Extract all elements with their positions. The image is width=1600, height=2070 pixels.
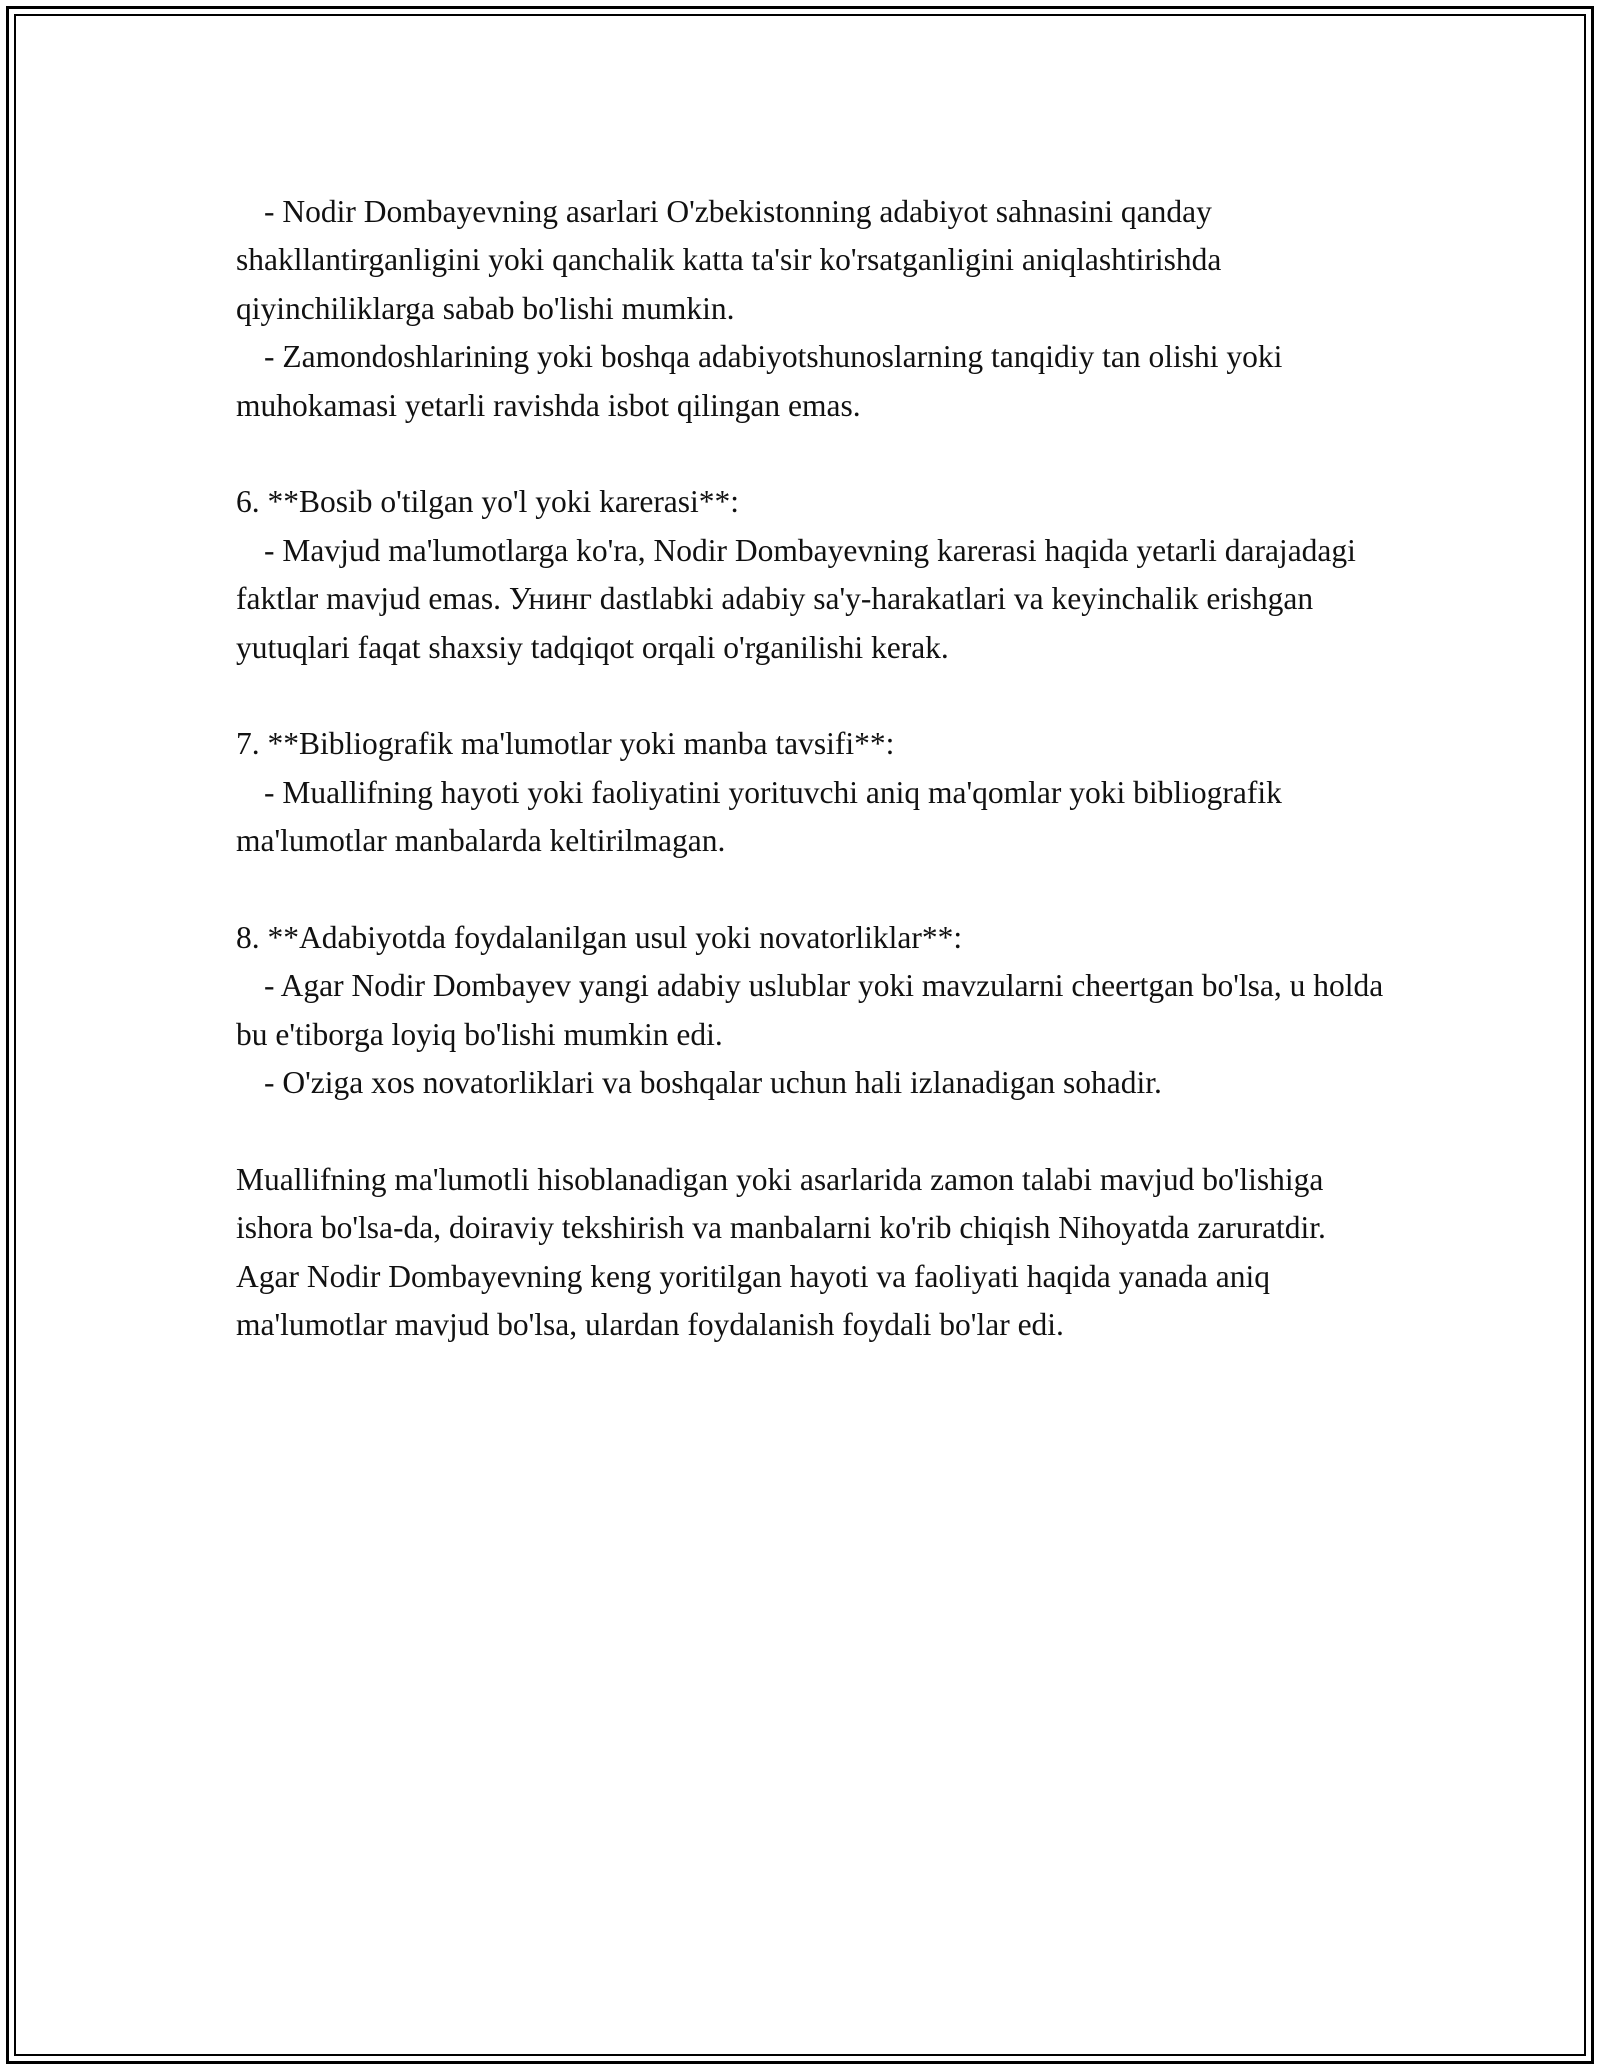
paragraph-spacer (236, 866, 1386, 914)
section-heading-7: 7. **Bibliografik ma'lumotlar yoki manba tavsifi**: (236, 726, 895, 762)
paragraph-spacer (236, 430, 1386, 478)
bullet-innovations: - O'ziga xos novatorliklari va boshqalar uchun hali izlanadigan sohadir. (264, 1065, 1162, 1101)
bullet-bibliography: - Muallifning hayoti yoki faoliyatini yorituvchi aniq ma'qomlar yoki bibliografik ma'lumotlar manbalarda keltirilmagan. (236, 774, 1282, 859)
bullet-literary-influence: - Nodir Dombayevning asarlari O'zbekistonning adabiyot sahnasini qanday shakllantirganligini yoki qanchalik katta ta'sir ko'rsatganligini aniqlashtirishda qiyinchiliklarga sabab bo'lishi mumkin. (236, 194, 1222, 326)
document-body (236, 188, 1386, 1350)
section-heading-6: 6. **Bosib o'tilgan yo'l yoki karerasi**: (236, 484, 740, 520)
conclusion-paragraph: Muallifning ma'lumotli hisoblanadigan yoki asarlarida zamon talabi mavjud bo'lishiga ishora bo'lsa-da, doiraviy tekshirish va manbalarni ko'rib chiqish Nihoyatda zaruratdir. Agar Nodir Dombayevning keng yoritilgan hayoti va faoliyati haqida yanada aniq ma'lumotlar mavjud bo'lsa, ulardan foydalanish foydali bo'lar edi. (236, 1162, 1326, 1343)
paragraph-spacer (236, 1108, 1386, 1156)
bullet-new-styles: - Agar Nodir Dombayev yangi adabiy uslublar yoki mavzularni cheertgan bo'lsa, u holda bu e'tiborga loyiq bo'lishi mumkin edi. (236, 968, 1384, 1052)
section-heading-8: 8. **Adabiyotda foydalanilgan usul yoki novatorliklar**: (236, 920, 963, 956)
paragraph-spacer (236, 672, 1386, 720)
bullet-career: - Mavjud ma'lumotlarga ko'ra, Nodir Dombayevning karerasi haqida yetarli darajadagi faktlar mavjud emas. Унинг dastlabki adabiy sa'y-harakatlari va keyinchalik erishgan yutuqlari faqat shaxsiy tadqiqot orqali o'rganilishi kerak. (236, 532, 1356, 665)
bullet-critical-recognition: - Zamondoshlarining yoki boshqa adabiyotshunoslarning tanqidiy tan olishi yoki muhokamasi yetarli ravishda isbot qilingan emas. (236, 339, 1283, 423)
